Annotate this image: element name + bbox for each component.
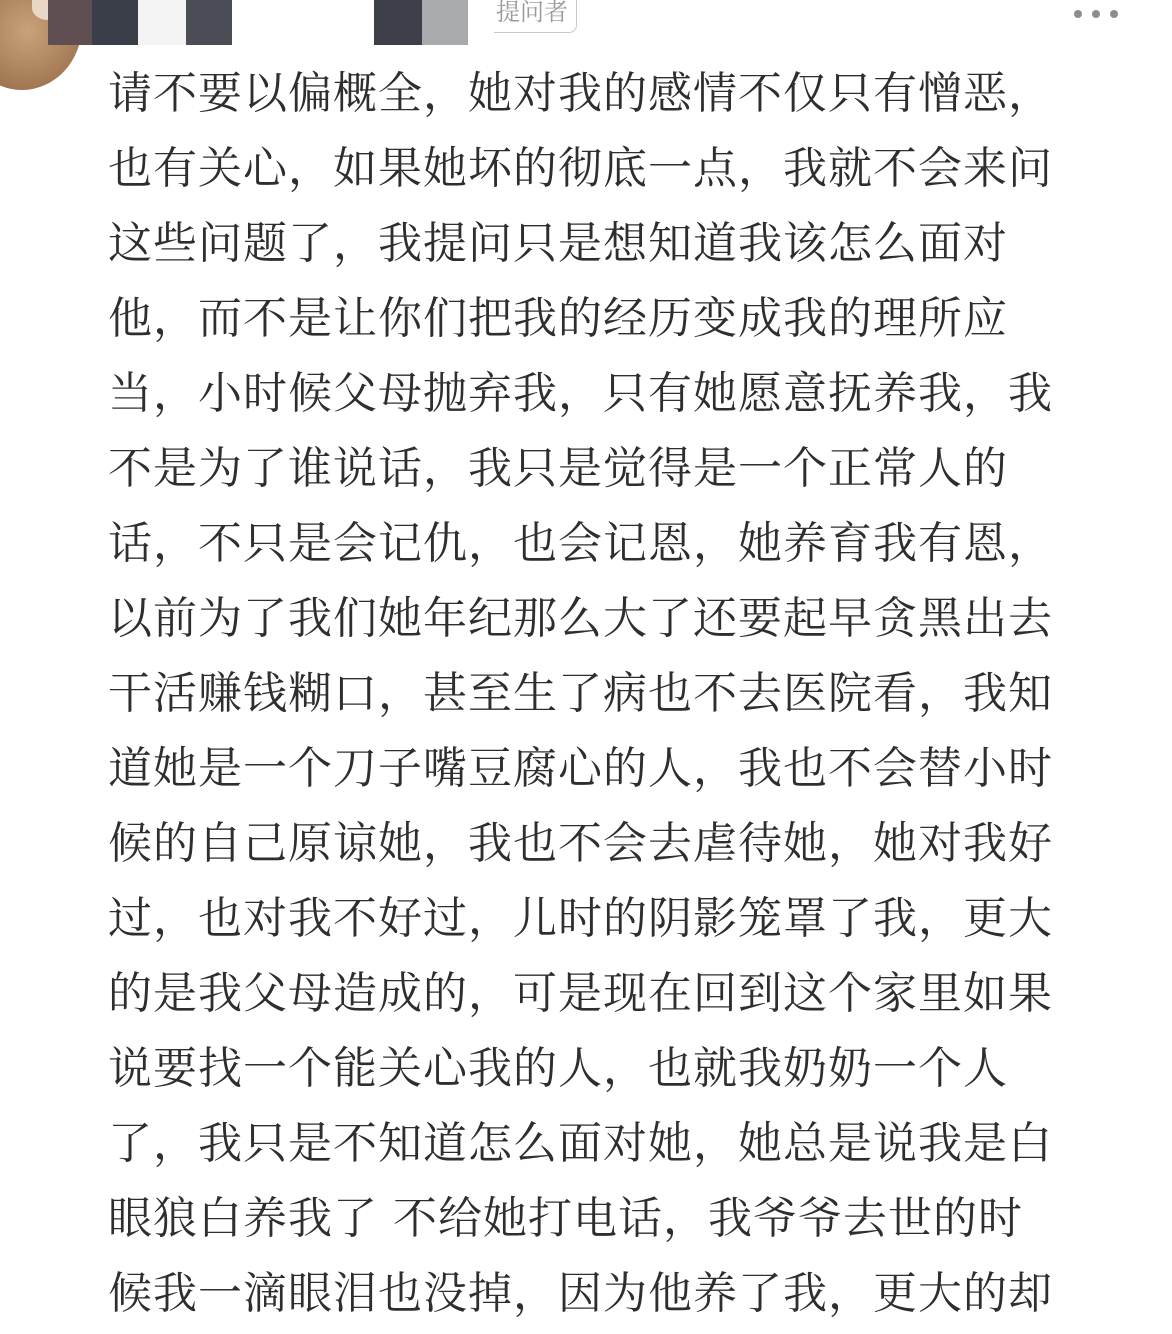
blurred-username-segment	[138, 0, 186, 45]
more-dot	[1074, 10, 1082, 18]
comment-line: 候的自己原谅她，我也不会去虐待她，她对我好	[108, 818, 1053, 869]
comment-line: 当，小时候父母抛弃我，只有她愿意抚养我，我	[108, 368, 1053, 419]
comment-line: 候我一滴眼泪也没掉，因为他养了我，更大的却	[108, 1268, 1053, 1319]
comment-line: 干活赚钱糊口，甚至生了病也不去医院看，我知	[108, 668, 1053, 719]
comment-line: 说要找一个能关心我的人，也就我奶奶一个人	[108, 1043, 1008, 1094]
comment-line: 不是为了谁说话，我只是觉得是一个正常人的	[108, 443, 1008, 494]
comment-line: 请不要以偏概全，她对我的感情不仅只有憎恶，	[108, 68, 1053, 119]
comment-line: 也有关心，如果她坏的彻底一点，我就不会来问	[108, 143, 1053, 194]
asker-badge: 提问者	[494, 0, 577, 33]
comment-line: 道她是一个刀子嘴豆腐心的人，我也不会替小时	[108, 743, 1053, 794]
comment-header	[0, 0, 1172, 60]
comment-line: 眼狼白养我了 不给她打电话，我爷爷去世的时	[108, 1193, 1023, 1244]
comment-line: 过，也对我不好过，儿时的阴影笼罩了我，更大	[108, 893, 1053, 944]
blurred-username-segment	[422, 0, 468, 45]
blurred-username-segment	[92, 0, 138, 45]
blurred-username-segment	[48, 0, 92, 45]
comment-line: 了，我只是不知道怎么面对她，她总是说我是白	[108, 1118, 1053, 1169]
comment-line: 的是我父母造成的，可是现在回到这个家里如果	[108, 968, 1053, 1019]
comment-line: 以前为了我们她年纪那么大了还要起早贪黑出去	[108, 593, 1053, 644]
comment-body	[108, 56, 1148, 1331]
blurred-username-segment	[186, 0, 232, 45]
more-horizontal-icon[interactable]	[1074, 8, 1118, 20]
more-dot	[1092, 10, 1100, 18]
comment-line: 话，不只是会记仇，也会记恩，她养育我有恩，	[108, 518, 1053, 569]
comment-line: 这些问题了，我提问只是想知道我该怎么面对	[108, 218, 1008, 269]
more-dot	[1110, 10, 1118, 18]
comment-line: 他，而不是让你们把我的经历变成我的理所应	[108, 293, 1008, 344]
blurred-username-segment	[374, 0, 422, 45]
